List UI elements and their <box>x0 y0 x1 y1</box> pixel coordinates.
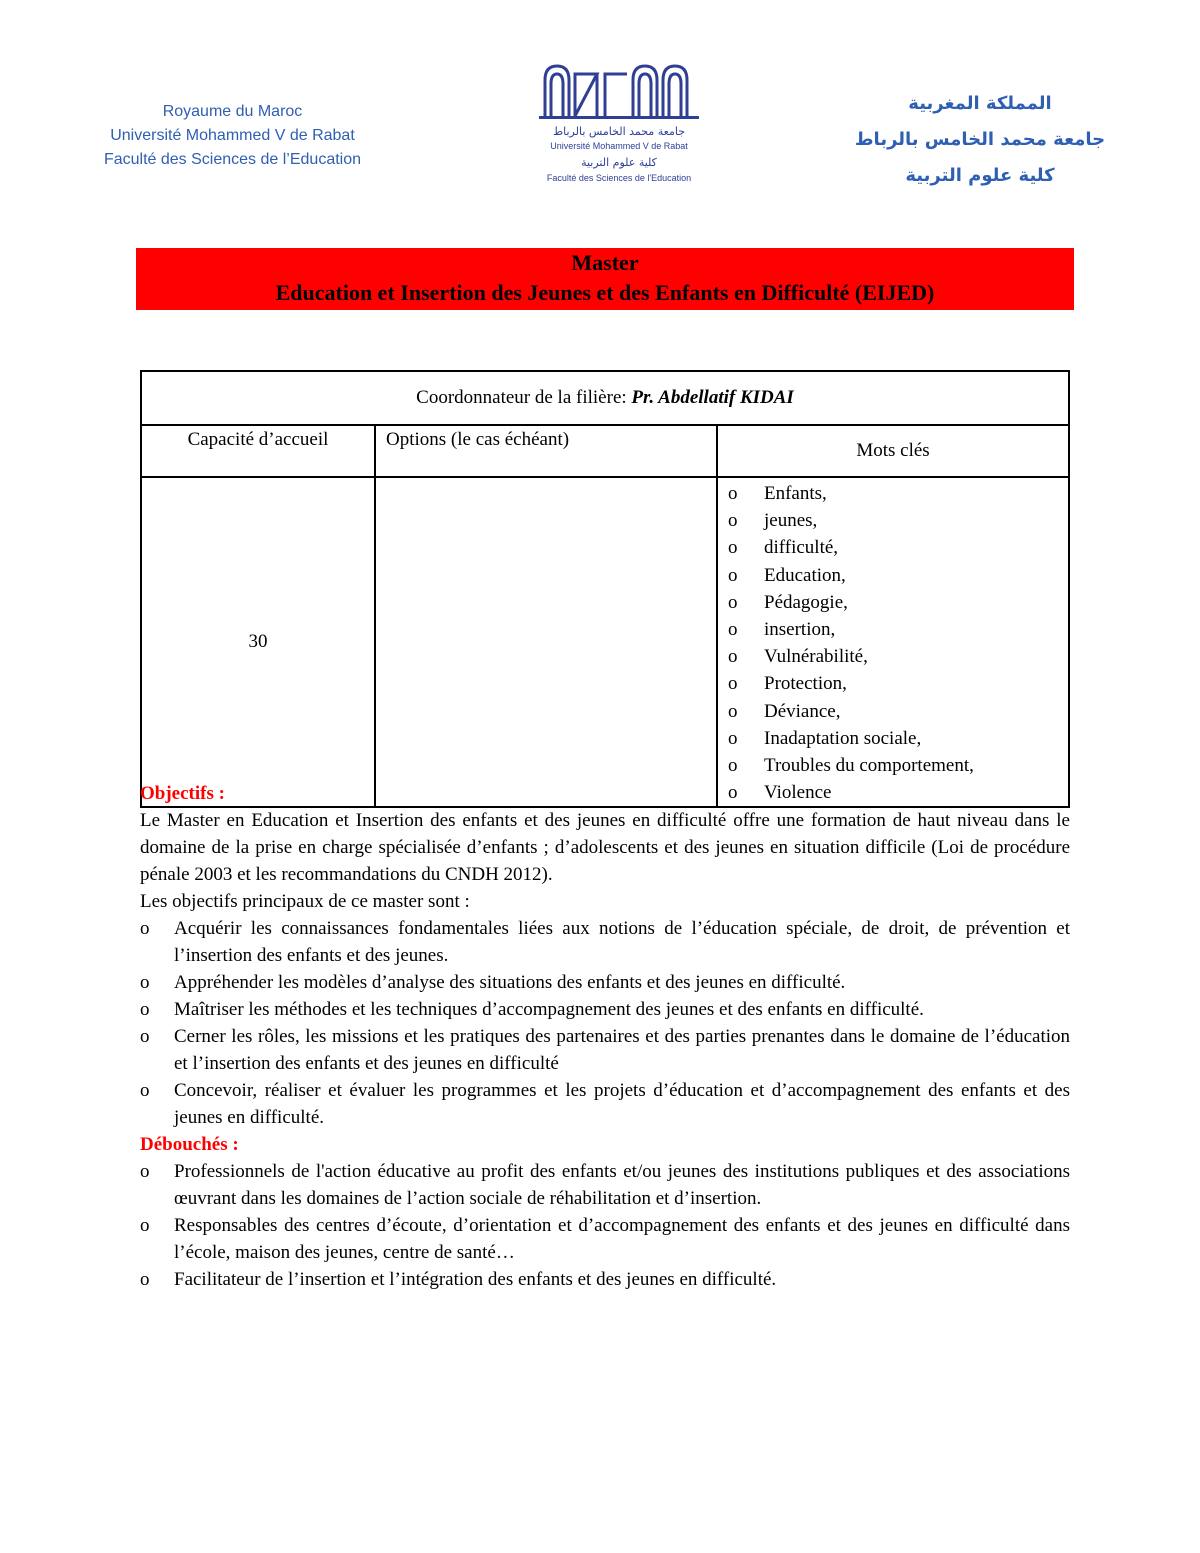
bullet-icon: o <box>140 1080 150 1101</box>
bullet-icon: o <box>140 1215 150 1236</box>
bullet-icon: o <box>140 1161 150 1182</box>
faculty-name-fr: Faculté des Sciences de l’Education <box>103 151 362 168</box>
options-value <box>375 477 717 807</box>
options-header: Options (le cas échéant) <box>375 425 717 477</box>
keyword-item <box>728 507 1068 534</box>
bullet-icon: o <box>140 918 150 939</box>
program-level: Master <box>571 250 639 275</box>
keyword-text: insertion, <box>764 618 836 640</box>
objective-item: o Concevoir, réaliser et évaluer les programmes et les projets d’éducation et d’accompagnement des enfants et des jeunes en difficulté. <box>140 1077 1070 1131</box>
bullet-icon: o <box>140 1269 150 1290</box>
keyword-text: Pédagogie, <box>764 591 848 613</box>
keyword-text: Violence <box>764 782 832 804</box>
keyword-text: Déviance, <box>764 700 841 722</box>
program-description <box>140 780 1070 1293</box>
bullet-icon: o <box>140 1026 150 1047</box>
bullet-icon: o <box>728 754 738 776</box>
coordinator-name: Pr. Abdellatif KIDAI <box>631 387 794 408</box>
bullet-icon: o <box>728 591 738 613</box>
objectives-lead: Les objectifs principaux de ce master sont : <box>140 891 470 912</box>
outcomes-list <box>140 1158 1070 1293</box>
keyword-item <box>728 589 1068 616</box>
keyword-text: Inadaptation sociale, <box>764 727 922 749</box>
country-name-ar: المملكة المغربية <box>908 93 1052 114</box>
objectives-intro: Le Master en Education et Insertion des enfants et des jeunes en difficulté offre une formation de haut niveau dans le domaine de la prise en charge spécialisée d’enfants ; d’adolescents et des jeunes en situation difficile (Loi de procédure pénale 2003 et les recommandations du CNDH 2012). <box>140 810 1070 885</box>
keywords-header: Mots clés <box>717 425 1069 477</box>
keyword-text: difficulté, <box>764 537 839 559</box>
keyword-item <box>728 752 1068 779</box>
coordinator-label: Coordonnateur de la filière: <box>416 387 632 408</box>
objective-item: o Acquérir les connaissances fondamentales liées aux notions de l’éducation spéciale, de droit, de prévention et l’insertion des enfants et des jeunes. <box>140 915 1070 969</box>
objective-item: o Cerner les rôles, les missions et les pratiques des partenaires et des parties prenantes dans le domaine de l’éducation et l’insertion des enfants et des jeunes en difficulté <box>140 1023 1070 1077</box>
program-info-table <box>140 370 1070 808</box>
country-name-fr: Royaume du Maroc <box>162 103 303 120</box>
program-title-banner <box>136 248 1074 310</box>
objectives-heading: Objectifs : <box>140 783 225 804</box>
keyword-item <box>728 698 1068 725</box>
logo-text-ar-university: جامعة محمد الخامس بالرباط <box>552 125 686 138</box>
bullet-icon: o <box>728 727 738 749</box>
bullet-icon: o <box>140 999 150 1020</box>
keyword-item <box>728 562 1068 589</box>
keywords-cell <box>717 477 1069 807</box>
objective-item: o Appréhender les modèles d’analyse des situations des enfants et des jeunes en difficulté. <box>140 969 1070 996</box>
keyword-text: Education, <box>764 564 846 586</box>
keyword-item <box>728 616 1068 643</box>
keyword-item <box>728 670 1068 697</box>
keyword-text: Protection, <box>764 673 847 695</box>
objectives-list <box>140 915 1070 1131</box>
logo-text-fr-faculty: Faculté des Sciences de l'Education <box>546 173 692 183</box>
logo-text-ar-faculty: كلية علوم التربية <box>581 156 657 169</box>
faculty-name-ar: كلية علوم التربية <box>905 165 1055 186</box>
keywords-list <box>718 478 1068 806</box>
bullet-icon: o <box>728 510 738 532</box>
program-name: Education et Insertion des Jeunes et des Enfants en Difficulté (EIJED) <box>275 280 935 305</box>
objective-item: o Maîtriser les méthodes et les techniques d’accompagnement des jeunes et des enfants en difficulté. <box>140 996 1070 1023</box>
bullet-icon: o <box>728 700 738 722</box>
keyword-text: Vulnérabilité, <box>764 646 868 668</box>
keyword-item <box>728 534 1068 561</box>
university-name-fr: Université Mohammed V de Rabat <box>110 127 355 144</box>
bullet-icon: o <box>728 782 738 804</box>
outcome-item: o Professionnels de l'action éducative au profit des enfants et/ou jeunes des institutions publiques et des associations œuvrant dans les domaines de l’action sociale de réhabilitation et d’insertion. <box>140 1158 1070 1212</box>
header-right <box>840 86 1120 194</box>
bullet-icon: o <box>728 537 738 559</box>
keyword-item <box>728 480 1068 507</box>
bullet-icon: o <box>140 972 150 993</box>
logo-text-fr-university: Université Mohammed V de Rabat <box>550 141 688 151</box>
capacity-value: 30 <box>141 477 375 807</box>
bullet-icon: o <box>728 483 738 504</box>
university-name-ar: جامعة محمد الخامس بالرباط <box>854 129 1106 150</box>
keyword-text: Enfants, <box>764 483 827 504</box>
university-logo <box>535 60 710 190</box>
keyword-text: Troubles du comportement, <box>764 754 974 776</box>
outcomes-heading: Débouchés : <box>140 1134 239 1155</box>
keyword-text: jeunes, <box>764 510 818 532</box>
capacity-header: Capacité d’accueil <box>141 425 375 477</box>
outcome-item: o Facilitateur de l’insertion et l’intégration des enfants et des jeunes en difficulté. <box>140 1266 1070 1293</box>
outcome-item: o Responsables des centres d’écoute, d’orientation et d’accompagnement des enfants et des jeunes en difficulté dans l’école, maison des jeunes, centre de santé… <box>140 1212 1070 1266</box>
keyword-item <box>728 643 1068 670</box>
bullet-icon: o <box>728 564 738 586</box>
keyword-item <box>728 725 1068 752</box>
bullet-icon: o <box>728 673 738 695</box>
bullet-icon: o <box>728 646 738 668</box>
header-left <box>60 100 405 172</box>
university-logo-icon <box>535 60 710 190</box>
coordinator-cell <box>141 371 1069 425</box>
bullet-icon: o <box>728 618 738 640</box>
